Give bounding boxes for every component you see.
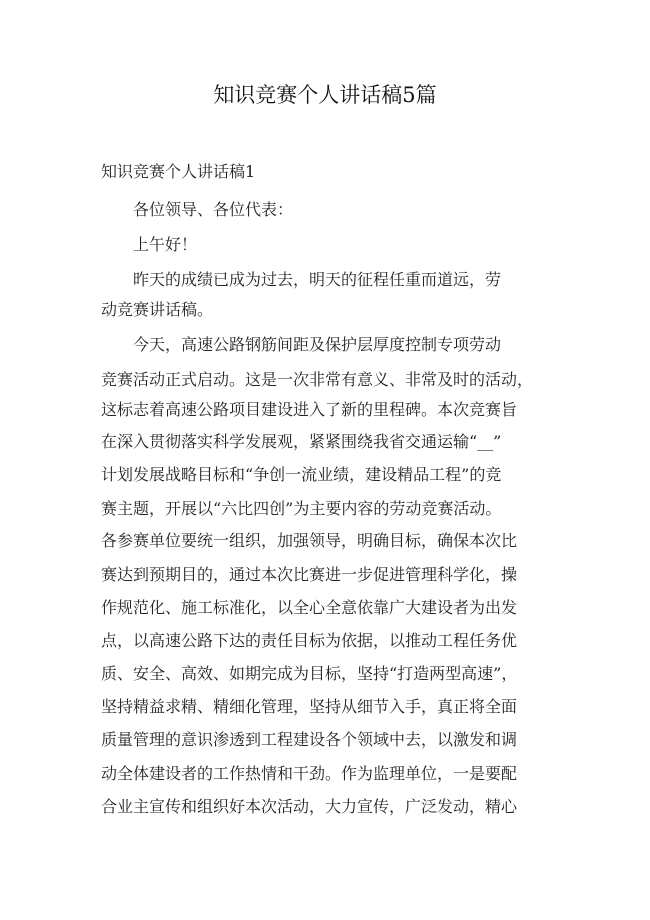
section-title: 知识竞赛个人讲话稿1 — [101, 162, 256, 181]
body-line: 在深入贯彻落实科学发展观，紧紧围绕我省交通运输“__” — [101, 432, 502, 451]
body-line: 动竞赛讲话稿。 — [101, 300, 214, 319]
body-line: 合业主宣传和组织好本次活动，大力宣传，广泛发动，精心 — [101, 797, 518, 816]
body-line: 各参赛单位要统一组织，加强领导，明确目标，确保本次比 — [101, 531, 518, 550]
body-line: 质、安全、高效、如期完成为目标，坚持“打造两型高速”， — [101, 664, 518, 683]
body-line: 竞赛活动正式启动。这是一次非常有意义、非常及时的活动， — [101, 370, 534, 389]
body-line: 这标志着高速公路项目建设进入了新的里程碑。本次竞赛旨 — [101, 400, 518, 419]
body-line: 质量管理的意识渗透到工程建设各个领域中去，以激发和调 — [101, 730, 518, 749]
body-line: 动全体建设者的工作热情和干劲。作为监理单位，一是要配 — [101, 764, 518, 783]
body-line: 赛主题，开展以“六比四创”为主要内容的劳动竞赛活动。 — [101, 499, 502, 518]
body-line: 今天，高速公路钢筋间距及保护层厚度控制专项劳动 — [133, 335, 502, 354]
body-line: 坚持精益求精、精细化管理，坚持从细节入手，真正将全面 — [101, 697, 518, 716]
document-title: 知识竞赛个人讲话稿5篇 — [213, 83, 437, 107]
salutation-line: 各位领导、各位代表： — [133, 200, 294, 219]
body-line: 赛达到预期目的，通过本次比赛进一步促进管理科学化，操 — [101, 565, 518, 584]
greeting-line: 上午好！ — [133, 235, 198, 254]
body-line: 作规范化、施工标准化，以全心全意依靠广大建设者为出发 — [101, 598, 518, 617]
body-line: 昨天的成绩已成为过去，明天的征程任重而道远，劳 — [133, 270, 502, 289]
body-line: 计划发展战略目标和“争创一流业绩，建设精品工程”的竞 — [101, 465, 502, 484]
body-line: 点，以高速公路下达的责任目标为依据，以推动工程任务优 — [101, 631, 518, 650]
